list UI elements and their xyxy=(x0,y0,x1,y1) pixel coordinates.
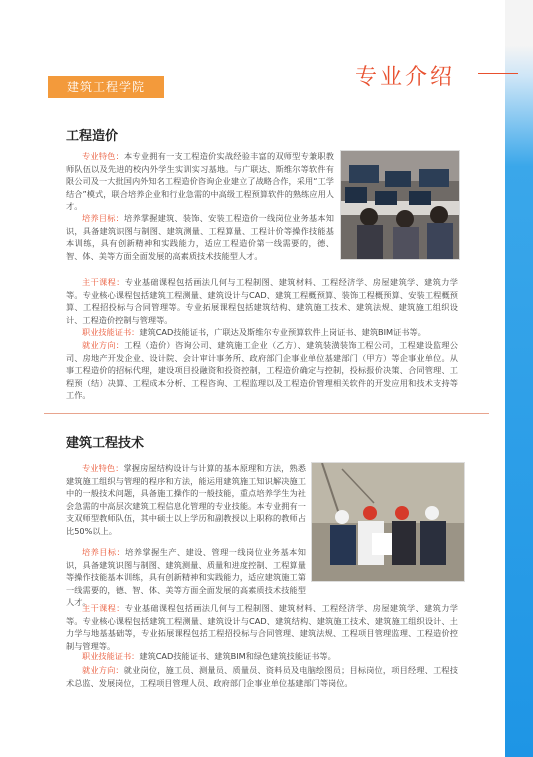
cost-course-label: 主干课程： xyxy=(82,277,125,287)
construction-cert-label: 职业技能证书： xyxy=(82,651,140,661)
cost-goal-text: 培养掌握建筑、装饰、安装工程造价一线岗位业务基本知识，具备建筑识图与制图、建筑测量、工程算量、工程计价等操作技能基本训练，具有创新精神和实践能力，适应工程造价第一线需要的，德、智、体、美等方面全面发展的高素质技术技能型人才。 xyxy=(66,213,334,261)
construction-feature-label: 专业特色： xyxy=(82,463,124,473)
computer-lab-photo xyxy=(340,150,460,260)
cost-cert-paragraph xyxy=(66,326,458,339)
construction-feature-paragraph xyxy=(66,462,306,537)
construction-career-label: 就业方向： xyxy=(82,665,124,675)
cost-career-label: 就业方向： xyxy=(82,340,125,350)
cost-goal-label: 培养目标： xyxy=(82,213,125,223)
cost-course-text: 专业基础课程包括画法几何与工程制图、建筑材料、工程经济学、房屋建筑学、建筑力学等。专业核心课程包括建筑工程测量、建筑设计与CAD、建筑工程概预算、装饰工程概预算、安装工程概预算、工程招投标与合同管理等。专业拓展课程包括建筑结构、建筑施工技术、建筑法规、建筑施工组织设计、工程造价控制与管理等。 xyxy=(66,277,458,325)
construction-course-text: 专业基础课程包括画法几何与工程制图、建筑材料、工程经济学、房屋建筑学、建筑力学等。专业核心课程包括建筑工程测量、建筑设计与CAD、建筑结构、建筑施工技术、建筑施工组织设计、土力学与地基基础等，专业拓展课程包括工程招投标与合同管理、建筑法规、工程项目管理监理、工程造价控制与管理等。 xyxy=(66,603,458,651)
cost-feature-label: 专业特色： xyxy=(82,151,125,161)
cost-course-paragraph xyxy=(66,276,458,326)
construction-goal-text: 培养掌握生产、建设、管理一线岗位业务基本知识，具备建筑识图与制图、建筑测量、质量和进度控制、工程算量等操作技能基本训练，具有创新精神和实践能力，适应建筑施工第一线需要的，德、智、体、美等方面全面发展的高素质技术技能型人才。 xyxy=(66,547,306,607)
cost-career-text: 工程（造价）咨询公司、建筑施工企业（乙方）、建筑装潢装饰工程公司，工程建设监理公司、房地产开发企业、设计院、会计审计事务所、政府部门企事业单位基建部门（甲方）等企事业单位。从事工程造价的招标代理，建设项目投融资和投资控制，工程造价确定与控制，投标报价决策、合同管理、工程预（结）决算、工程成本分析、工程咨询、工程监理以及工程造价管理相关软件的开发应用和技术支持等工作。 xyxy=(66,340,458,400)
construction-cert-paragraph xyxy=(66,650,458,663)
construction-career-text: 就业岗位，施工员、测量员、质量员、资料员及电脑绘图员；目标岗位，项目经理、工程技术总监、发展岗位，工程项目管理人员、政府部门企事业单位基建部门等岗位。 xyxy=(66,665,458,688)
cost-goal-paragraph xyxy=(66,212,334,262)
page-heading: 专业介绍 xyxy=(355,65,456,90)
section-title-construction: 建筑工程技术 xyxy=(66,436,145,451)
section-divider xyxy=(44,413,489,414)
section-title-cost: 工程造价 xyxy=(66,129,119,144)
cost-cert-label: 职业技能证书： xyxy=(82,327,140,337)
construction-course-paragraph xyxy=(66,602,458,652)
cost-career-paragraph xyxy=(66,339,458,402)
side-color-bar xyxy=(505,0,533,757)
construction-goal-label: 培养目标： xyxy=(82,547,126,557)
construction-career-paragraph xyxy=(66,664,458,689)
construction-feature-text: 掌握房屋结构设计与计算的基本原理和方法，熟悉建筑施工组织与管理的程序和方法，能运用建筑施工知识解决施工中的一般技术问题，具备施工操作的一般技能，重点培养学生为社会急需的中高层次建筑工程信息化管理的专业技能。本专业拥有一支双师型教师队伍，其中硕士以上学历和副教授以上职称的教师占比50%以上。 xyxy=(66,463,306,536)
construction-goal-paragraph xyxy=(66,546,306,609)
school-tag: 建筑工程学院 xyxy=(48,76,164,98)
cost-feature-paragraph xyxy=(66,150,334,213)
heading-rule xyxy=(478,73,518,74)
construction-cert-text: 建筑CAD技能证书、建筑BIM和绿色建筑技能证书等。 xyxy=(139,651,336,661)
cost-feature-text: 本专业拥有一支工程造价实战经验丰富的双师型专兼职教师队伍以及先进的校内外学生实训实习基地。与广联达、斯维尔等软件有限公司及一大批国内外知名工程造价咨询企业建立了战略合作，采用“工学结合”模式，联合培养企业和行业急需的中高级工程预算软件的熟练应用人才。 xyxy=(66,151,334,211)
cost-cert-text: 建筑CAD技能证书，广联达及斯维尔专业预算软件上岗证书、建筑BIM证书等。 xyxy=(139,327,426,337)
construction-site-photo xyxy=(311,462,465,582)
construction-course-label: 主干课程： xyxy=(82,603,125,613)
